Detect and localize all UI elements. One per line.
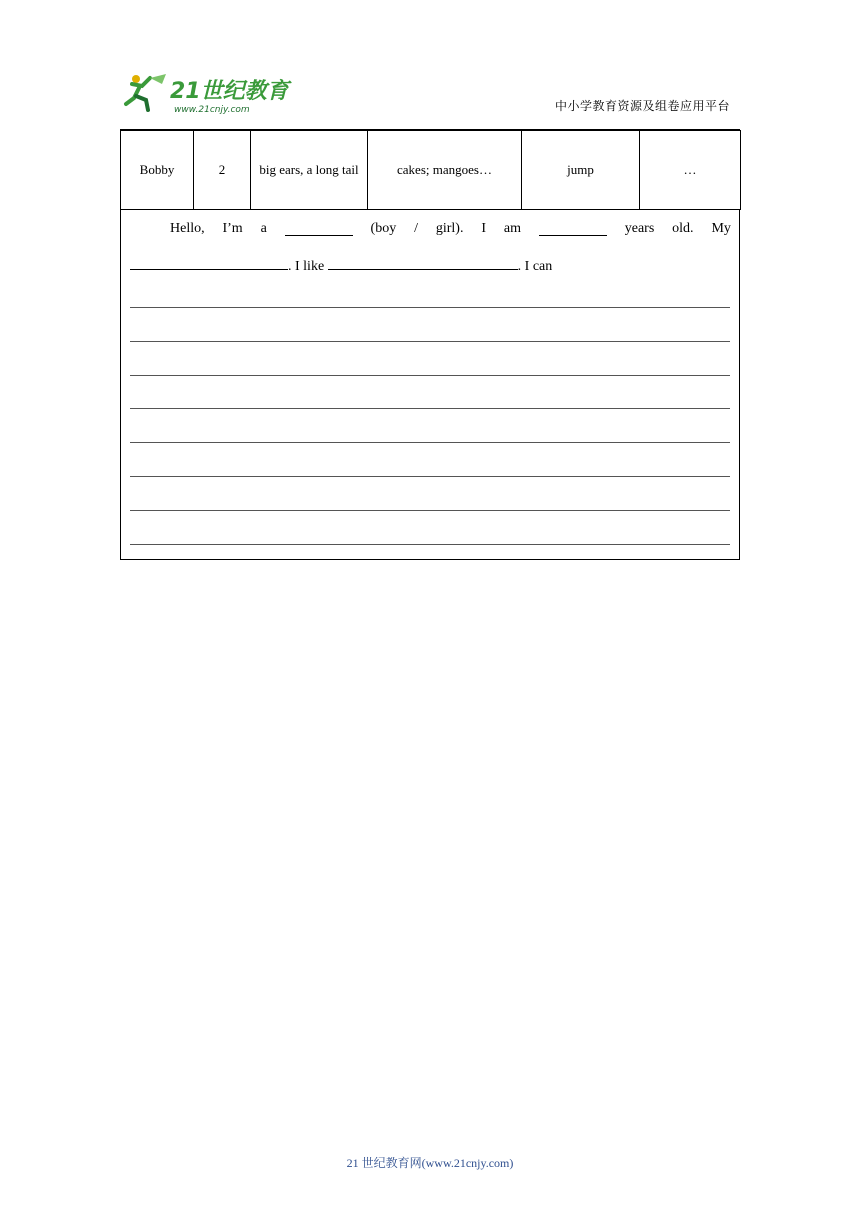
page-header (0, 0, 860, 130)
answer-line[interactable] (130, 442, 730, 443)
table-cell-ability: jump (522, 131, 640, 210)
word: My (711, 221, 731, 236)
word: a (260, 221, 267, 236)
writing-line-2 (130, 255, 552, 275)
answer-line[interactable] (130, 510, 730, 511)
info-table (120, 130, 741, 210)
table-cell-age: 2 (194, 131, 251, 210)
writing-line-1 (130, 221, 731, 237)
table-cell-more: … (640, 131, 741, 210)
blank-looks[interactable] (130, 255, 288, 270)
answer-line[interactable] (130, 408, 730, 409)
word: I’m (222, 221, 243, 236)
answer-line[interactable] (130, 544, 730, 545)
table-cell-name: Bobby (121, 131, 194, 210)
word: Hello, (170, 221, 205, 236)
table-cell-looks: big ears, a long tail (251, 131, 368, 210)
word: (boy (370, 221, 397, 236)
answer-line[interactable] (130, 375, 730, 376)
word: old. (672, 221, 694, 236)
writing-area (120, 209, 740, 560)
answer-line[interactable] (130, 476, 730, 477)
word: I (481, 221, 487, 236)
like-text: . I like (288, 259, 325, 274)
blank-food[interactable] (328, 255, 518, 270)
platform-title: 中小学教育资源及组卷应用平台 (554, 99, 730, 113)
svg-text:www.21cnjy.com: www.21cnjy.com (174, 105, 250, 115)
word: girl). (435, 221, 464, 236)
footer-text: 21 世纪教育网(www.21cnjy.com) (346, 1156, 514, 1170)
blank-age[interactable] (539, 221, 607, 236)
table-row (121, 131, 741, 210)
word: years (624, 221, 655, 236)
svg-text:21世纪教育: 21世纪教育 (170, 79, 289, 104)
word: / (414, 221, 418, 236)
answer-line[interactable] (130, 307, 730, 308)
answer-line[interactable] (130, 341, 730, 342)
word: am (503, 221, 521, 236)
logo (122, 70, 292, 116)
table-cell-food: cakes; mangoes… (368, 131, 522, 210)
can-text: . I can (517, 259, 553, 274)
blank-gender[interactable] (285, 221, 353, 236)
